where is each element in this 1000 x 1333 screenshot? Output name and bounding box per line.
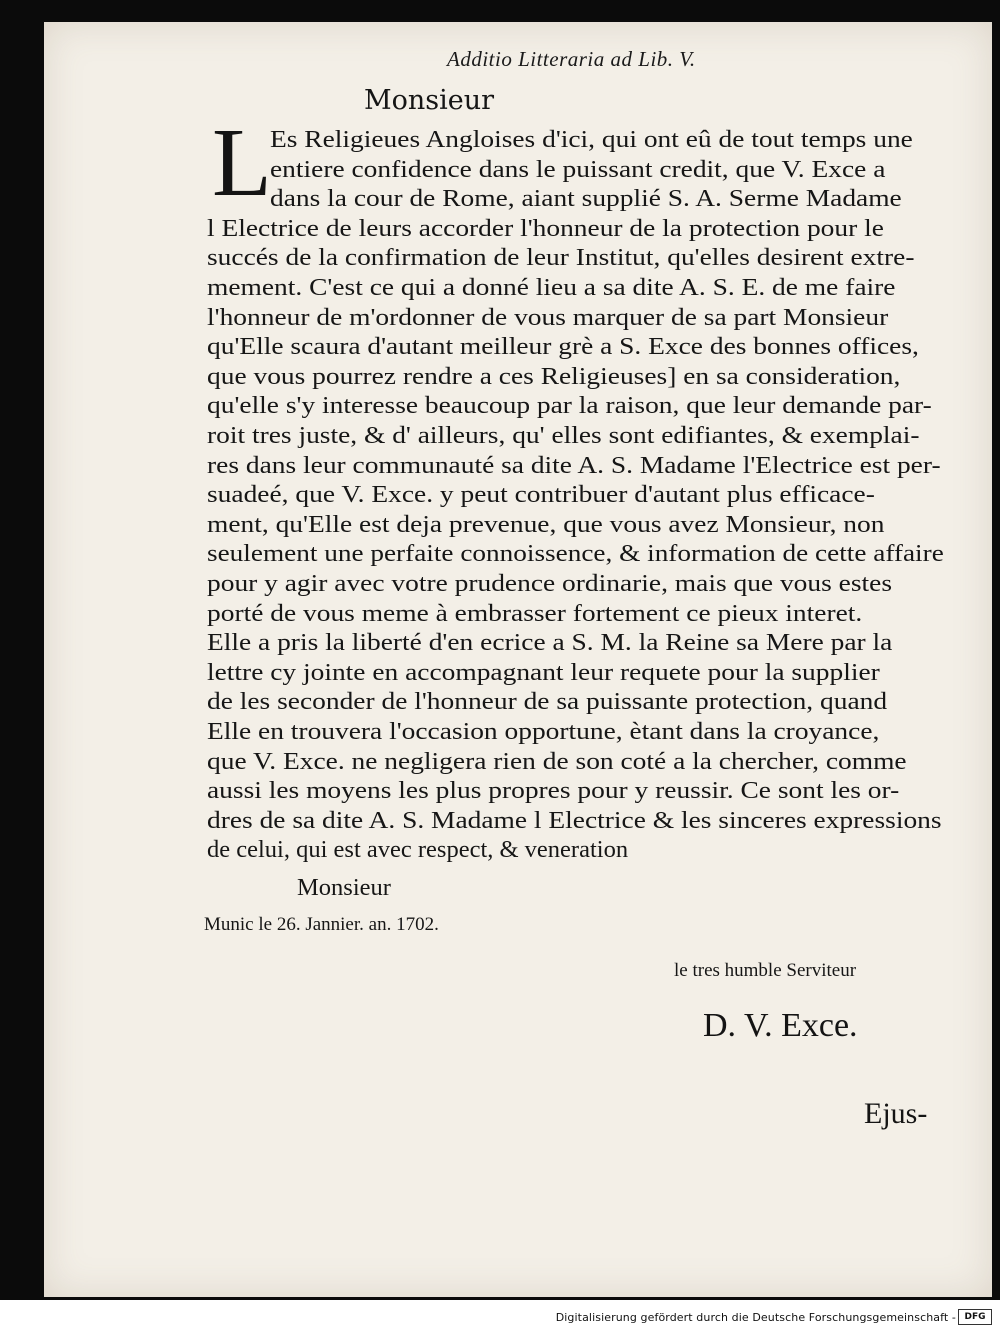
drop-cap: L	[212, 109, 272, 217]
body-line: lettre cy jointe en accompagnant leur requete pour la supplier	[207, 658, 880, 686]
body-line: mement. C'est ce qui a donné lieu a sa dite A. S. E. de me faire	[207, 274, 896, 301]
body-line: qu'Elle scaura d'autant meilleur grè a S. Exce des bonnes offices,	[207, 333, 919, 361]
salutation: Monsieur	[364, 85, 495, 116]
date-line: Munic le 26. Jannier. an. 1702.	[204, 914, 439, 935]
body-line: Elle a pris la liberté d'en ecrice a S. M. la Reine sa Mere par la	[207, 629, 893, 657]
body-line: porté de vous meme à embrasser fortement ce pieux interet.	[207, 599, 863, 627]
body-line: Elle en trouvera l'occasion opportune, ètant dans la croyance,	[207, 718, 880, 745]
signature: D. V. Exce.	[703, 1007, 858, 1044]
body-line: roit tres juste, & d' ailleurs, qu' elles sont edifiantes, & exemplai-	[207, 422, 920, 449]
dfg-logo: DFG	[958, 1309, 992, 1325]
body-line: qu'elle s'y interesse beaucoup par la raison, que leur demande par-	[207, 392, 932, 420]
closing-salutation: Monsieur	[297, 874, 391, 901]
body-line: ment, qu'Elle est deja prevenue, que vous avez Monsieur, non	[207, 510, 885, 538]
servant-line: le tres humble Serviteur	[674, 960, 857, 981]
running-head: Additio Litteraria ad Lib. V.	[447, 47, 696, 71]
body-line: que vous pourrez rendre a ces Religieuses] en sa consideration,	[207, 362, 901, 390]
body-line: succés de la confirmation de leur Institut, qu'elles desirent extre-	[207, 244, 915, 272]
body-line: suadeé, que V. Exce. y peut contribuer d'autant plus efficace-	[207, 481, 875, 509]
body-line: Es Religieues Angloises d'ici, qui ont eû de tout temps une	[270, 126, 913, 153]
body-line: dres de sa dite A. S. Madame l Electrice & les sinceres expressions	[207, 806, 942, 834]
footer-credit: Digitalisierung gefördert durch die Deutsche Forschungsgemeinschaft -	[555, 1311, 956, 1324]
body-line: entiere confidence dans le puissant credit, que V. Exce a	[270, 155, 886, 183]
body-line: dans la cour de Rome, aiant supplié S. A. Serme Madame	[270, 185, 902, 213]
body-line: pour y agir avec votre prudence ordinarie, mais que vous estes	[207, 570, 893, 597]
body-line: l'honneur de m'ordonner de vous marquer de sa part Monsieur	[207, 303, 889, 331]
body-line: l Electrice de leurs accorder l'honneur de la protection pour le	[207, 214, 884, 242]
body-line: de celui, qui est avec respect, & veneration	[207, 836, 629, 864]
body-line: de les seconder de l'honneur de sa puissante protection, quand	[207, 688, 888, 716]
body-line: seulement une perfaite connoissence, & information de cette affaire	[207, 540, 944, 568]
catchword: Ejus-	[864, 1097, 928, 1130]
body-line: aussi les moyens les plus propres pour y reussir. Ce sont les or-	[207, 777, 900, 805]
body-line: que V. Exce. ne negligera rien de son coté a la chercher, comme	[207, 747, 907, 775]
body-line: res dans leur communauté sa dite A. S. Madame l'Electrice est per-	[207, 451, 941, 479]
